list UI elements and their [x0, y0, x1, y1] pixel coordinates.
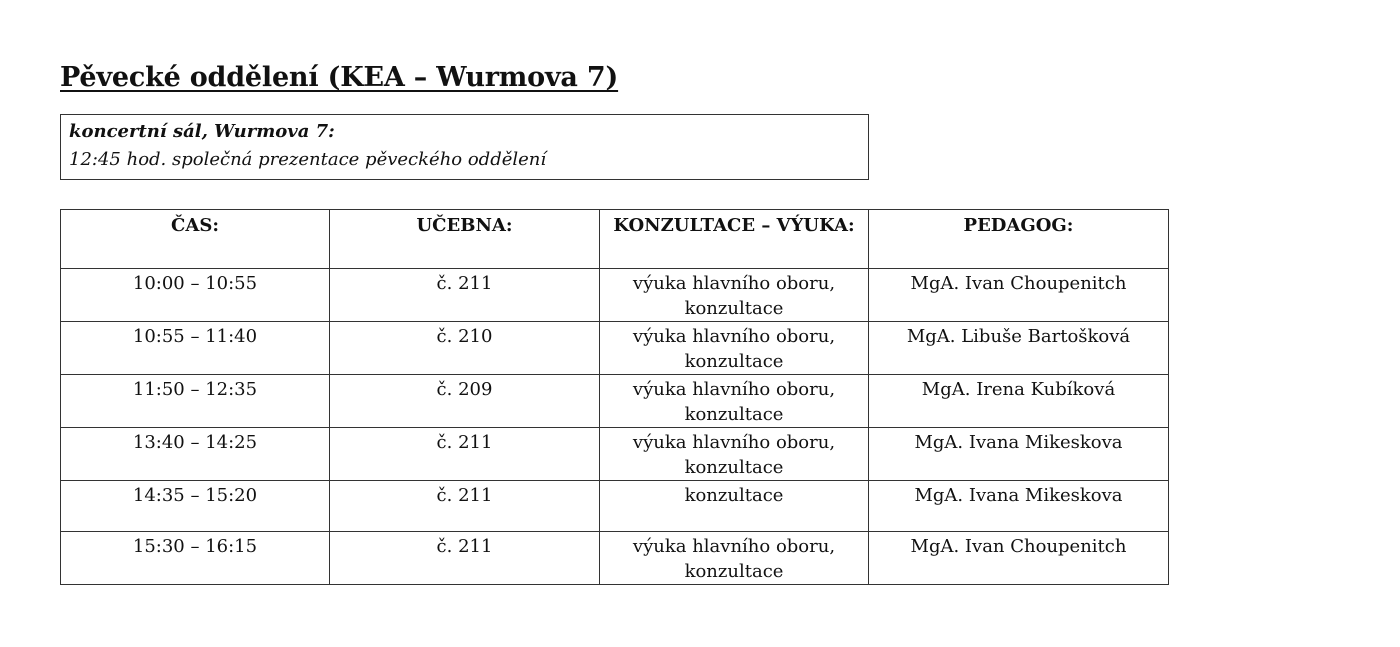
table-row: [61, 481, 1169, 532]
cell-time: 10:00 – 10:55: [61, 269, 330, 322]
cell-activity: výuka hlavního oboru, konzultace: [600, 428, 869, 481]
header-teacher: PEDAGOG:: [869, 210, 1169, 269]
cell-activity: výuka hlavního oboru, konzultace: [600, 532, 869, 585]
cell-teacher: MgA. Ivana Mikeskova: [869, 481, 1169, 532]
header-time: ČAS:: [61, 210, 330, 269]
cell-teacher: MgA. Libuše Bartošková: [869, 322, 1169, 375]
cell-classroom: č. 209: [330, 375, 600, 428]
page-title: Pěvecké oddělení (KEA – Wurmova 7): [60, 62, 619, 93]
table-row: [61, 269, 1169, 322]
info-box: [60, 114, 869, 180]
table-row: [61, 375, 1169, 428]
cell-teacher: MgA. Ivan Choupenitch: [869, 269, 1169, 322]
cell-time: 14:35 – 15:20: [61, 481, 330, 532]
header-classroom: UČEBNA:: [330, 210, 600, 269]
cell-classroom: č. 211: [330, 532, 600, 585]
cell-classroom: č. 210: [330, 322, 600, 375]
cell-classroom: č. 211: [330, 481, 600, 532]
cell-time: 15:30 – 16:15: [61, 532, 330, 585]
header-consultation: KONZULTACE – VÝUKA:: [600, 210, 869, 269]
cell-teacher: MgA. Irena Kubíková: [869, 375, 1169, 428]
schedule-table: [60, 209, 1169, 585]
cell-classroom: č. 211: [330, 428, 600, 481]
cell-time: 13:40 – 14:25: [61, 428, 330, 481]
cell-classroom: č. 211: [330, 269, 600, 322]
cell-activity: konzultace: [600, 481, 869, 532]
table-row: [61, 322, 1169, 375]
cell-activity: výuka hlavního oboru, konzultace: [600, 269, 869, 322]
cell-activity: výuka hlavního oboru, konzultace: [600, 375, 869, 428]
cell-time: 11:50 – 12:35: [61, 375, 330, 428]
cell-activity: výuka hlavního oboru, konzultace: [600, 322, 869, 375]
table-row: [61, 428, 1169, 481]
info-heading: koncertní sál, Wurmova 7:: [69, 121, 335, 142]
cell-teacher: MgA. Ivana Mikeskova: [869, 428, 1169, 481]
table-header-row: [61, 210, 1169, 269]
table-row: [61, 532, 1169, 585]
cell-teacher: MgA. Ivan Choupenitch: [869, 532, 1169, 585]
info-text: 12:45 hod. společná prezentace pěveckého oddělení: [69, 149, 547, 170]
cell-time: 10:55 – 11:40: [61, 322, 330, 375]
